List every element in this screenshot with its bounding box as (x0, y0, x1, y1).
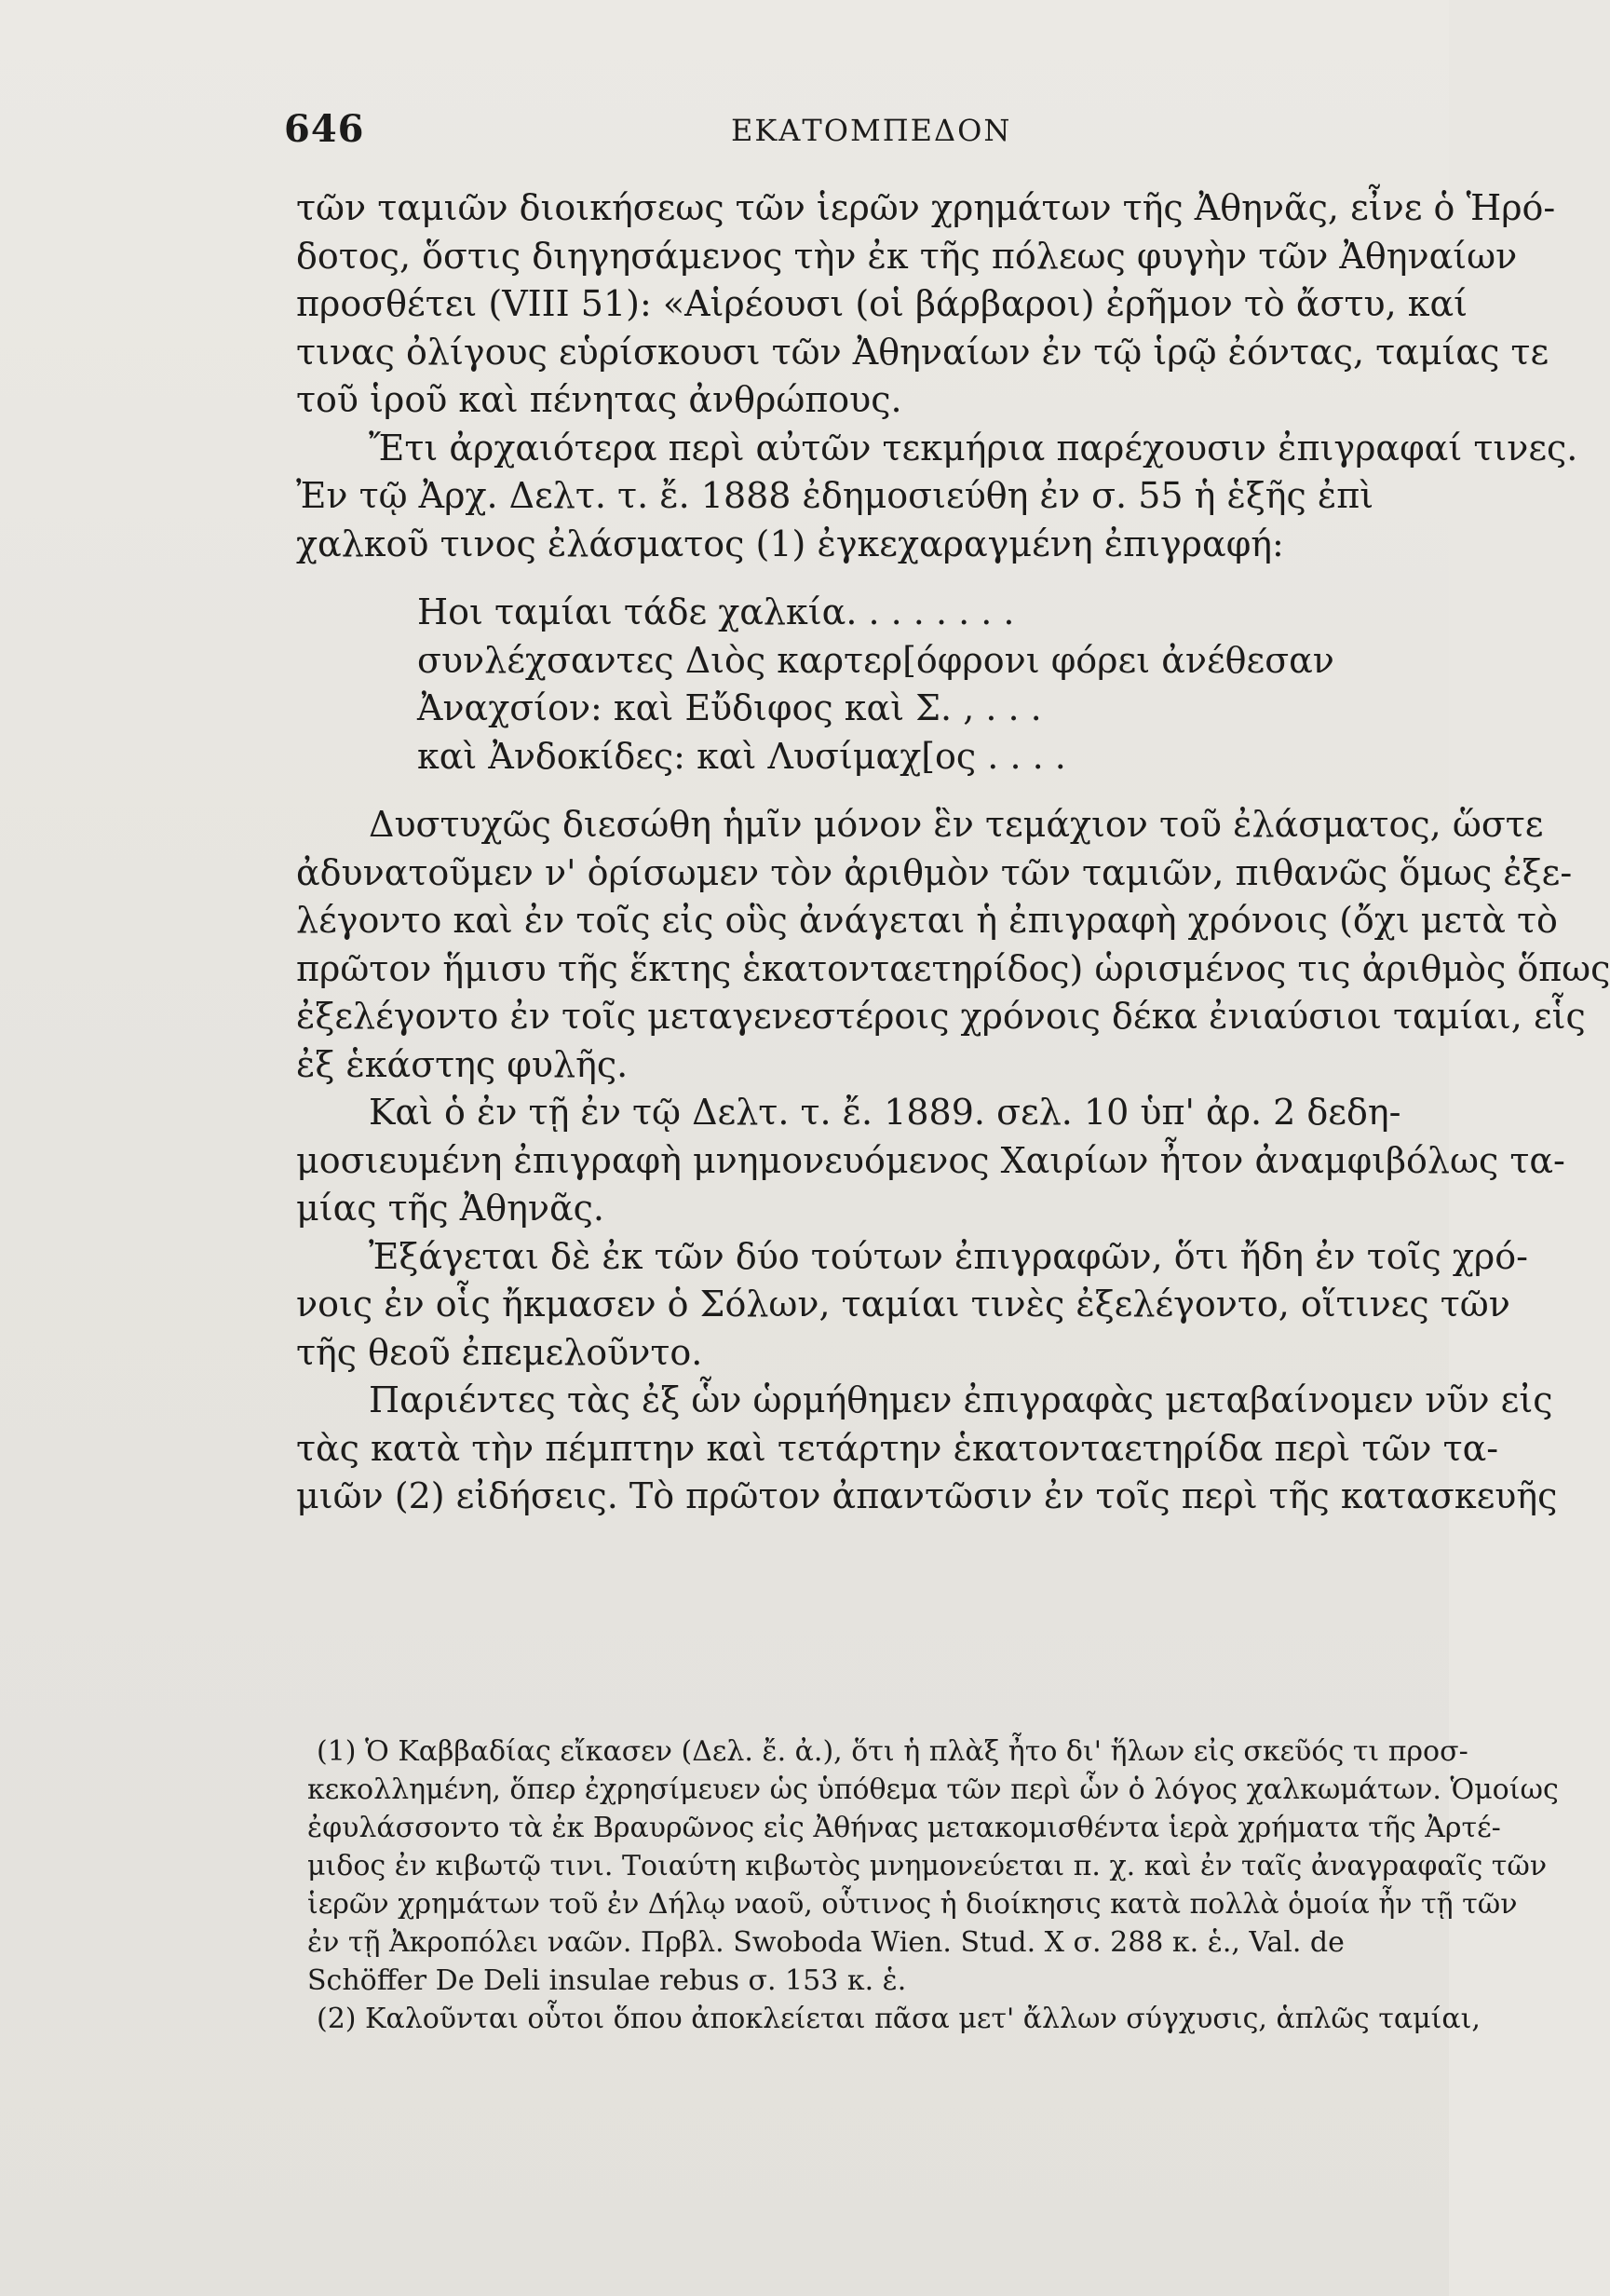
inscription-line: Ἀναχσίον: καὶ Εὔδιφος καὶ Σ. , . . . (417, 687, 1042, 728)
text-line: μίας τῆς Ἀθηνᾶς. (296, 1188, 604, 1229)
text-line: πρῶτον ἥμισυ τῆς ἕκτης ἑκατονταετηρίδος) ὡρισμένος τις ἀριθμὸς ὅπως (296, 947, 1610, 989)
text-line: Καὶ ὁ ἐν τῇ ἐν τῷ Δελτ. τ. ἔ. 1889. σελ. 10 ὑπ' ἀρ. 2 δεδη- (369, 1092, 1401, 1133)
text-line: δοτος, ὅστις διηγησάμενος τὴν ἐκ τῆς πόλεως φυγὴν τῶν Ἀθηναίων (296, 235, 1518, 277)
text-line: τῆς θεοῦ ἐπεμελοῦντο. (296, 1331, 703, 1373)
text-line: τοῦ ἱροῦ καὶ πένητας ἀνθρώπους. (296, 379, 902, 420)
footnote-line: (1) Ὁ Καββαδίας εἴκασεν (Δελ. ἔ. ἀ.), ὅτι ἡ πλὰξ ἦτο δι' ἥλων εἰς σκεῦός τι προσ- (317, 1735, 1468, 1768)
text-line: μοσιευμένη ἐπιγραφὴ μνημονευόμενος Χαιρίων ἦτον ἀναμφιβόλως τα- (296, 1139, 1565, 1181)
footnote-line: κεκολλημένη, ὅπερ ἐχρησίμευεν ὡς ὑπόθεμα τῶν περὶ ὧν ὁ λόγος χαλκωμάτων. Ὁμοίως (307, 1773, 1559, 1806)
text-line: ἐξελέγοντο ἐν τοῖς μεταγενεστέροις χρόνοις δέκα ἐνιαύσιοι ταμίαι, εἷς (296, 996, 1586, 1037)
text-line: Ἐξάγεται δὲ ἐκ τῶν δύο τούτων ἐπιγραφῶν, ὅτι ἤδη ἐν τοῖς χρό- (369, 1235, 1528, 1277)
text-line: ἐξ ἑκάστης φυλῆς. (296, 1043, 629, 1085)
page-header (284, 107, 1393, 163)
footnote-line: ἱερῶν χρημάτων τοῦ ἐν Δήλῳ ναοῦ, οὗτινος ἡ διοίκησις κατὰ πολλὰ ὁμοία ἦν τῇ τῶν (307, 1888, 1518, 1921)
text-line: μιῶν (2) εἰδήσεις. Τὸ πρῶτον ἀπαντῶσιν ἐν τοῖς περὶ τῆς κατασκευῆς (296, 1475, 1558, 1516)
text-line: Παριέντες τὰς ἐξ ὧν ὡρμήθημεν ἐπιγραφὰς μεταβαίνομεν νῦν εἰς (369, 1379, 1553, 1420)
text-line: τῶν ταμιῶν διοικήσεως τῶν ἱερῶν χρημάτων τῆς Ἀθηνᾶς, εἶνε ὁ Ἡρό- (296, 187, 1556, 228)
text-line: Ἐν τῷ Ἀρχ. Δελτ. τ. ἔ. 1888 ἐδημοσιεύθη ἐν σ. 55 ἡ ἑξῆς ἐπὶ (296, 475, 1374, 516)
page-number: 646 (284, 107, 365, 151)
body-text (296, 184, 1610, 1521)
footnote-line: μιδος ἐν κιβωτῷ τινι. Τοιαύτη κιβωτὸς μνημονεύεται π. χ. καὶ ἐν ταῖς ἀναγραφαῖς τῶν (307, 1850, 1548, 1882)
text-line: προσθέτει (VIII 51): «Αἱρέουσι (οἱ βάρβαροι) ἐρῆμον τὸ ἄστυ, καί (296, 283, 1468, 324)
inscription-line: καὶ Ἀνδοκίδες: καὶ Λυσίμαχ[ος . . . . (417, 735, 1066, 777)
text-line: νοις ἐν οἷς ἤκμασεν ὁ Σόλων, ταμίαι τινὲς ἐξελέγοντο, οἵτινες τῶν (296, 1284, 1510, 1325)
footnote-line: ἐφυλάσσοντο τὰ ἐκ Βραυρῶνος εἰς Ἀθήνας μετακομισθέντα ἱερὰ χρήματα τῆς Ἀρτέ- (307, 1812, 1501, 1844)
footnote-line: (2) Καλοῦνται οὗτοι ὅπου ἀποκλείεται πᾶσα μετ' ἄλλων σύγχυσις, ἁπλῶς ταμίαι, (317, 2003, 1481, 2035)
text-line: λέγοντο καὶ ἐν τοῖς εἰς οὓς ἀνάγεται ἡ ἐπιγραφὴ χρόνοις (ὄχι μετὰ τὸ (296, 900, 1558, 941)
text-line: ἀδυνατοῦμεν ν' ὁρίσωμεν τὸν ἀριθμὸν τῶν ταμιῶν, πιθανῶς ὅμως ἐξε- (296, 851, 1573, 893)
inscription-line: συνλέχσαντες Διὸς καρτερ[όφρονι φόρει ἀνέθεσαν (417, 639, 1334, 681)
footnote-line: ἐν τῇ Ἀκροπόλει ναῶν. Πρβλ. Swoboda Wien. Stud. X σ. 288 κ. ἑ., Val. de (307, 1926, 1345, 1959)
footnotes (307, 1732, 1559, 2038)
text-line: Δυστυχῶς διεσώθη ἡμῖν μόνον ἓν τεμάχιον τοῦ ἐλάσματος, ὥστε (369, 804, 1544, 845)
inscription-line: Hοι ταμίαι τάδε χαλκία. . . . . . . . (417, 591, 1015, 632)
text-line: τὰς κατὰ τὴν πέμπτην καὶ τετάρτην ἑκατονταετηρίδα περὶ τῶν τα- (296, 1427, 1499, 1469)
text-line: Ἔτι ἀρχαιότερα περὶ αὐτῶν τεκμήρια παρέχουσιν ἐπιγραφαί τινες. (369, 427, 1578, 469)
text-line: τινας ὀλίγους εὑρίσκουσι τῶν Ἀθηναίων ἐν τῷ ἱρῷ ἐόντας, ταμίας τε (296, 331, 1549, 373)
footnote-line: Schöffer De Deli insulae rebus σ. 153 κ. ἑ. (307, 1964, 907, 1997)
text-line: χαλκοῦ τινος ἐλάσματος (1) ἐγκεχαραγμένη ἐπιγραφή: (296, 523, 1284, 564)
running-title: ΕΚΑΤΟΜΠΕΔΟΝ (731, 113, 1012, 148)
